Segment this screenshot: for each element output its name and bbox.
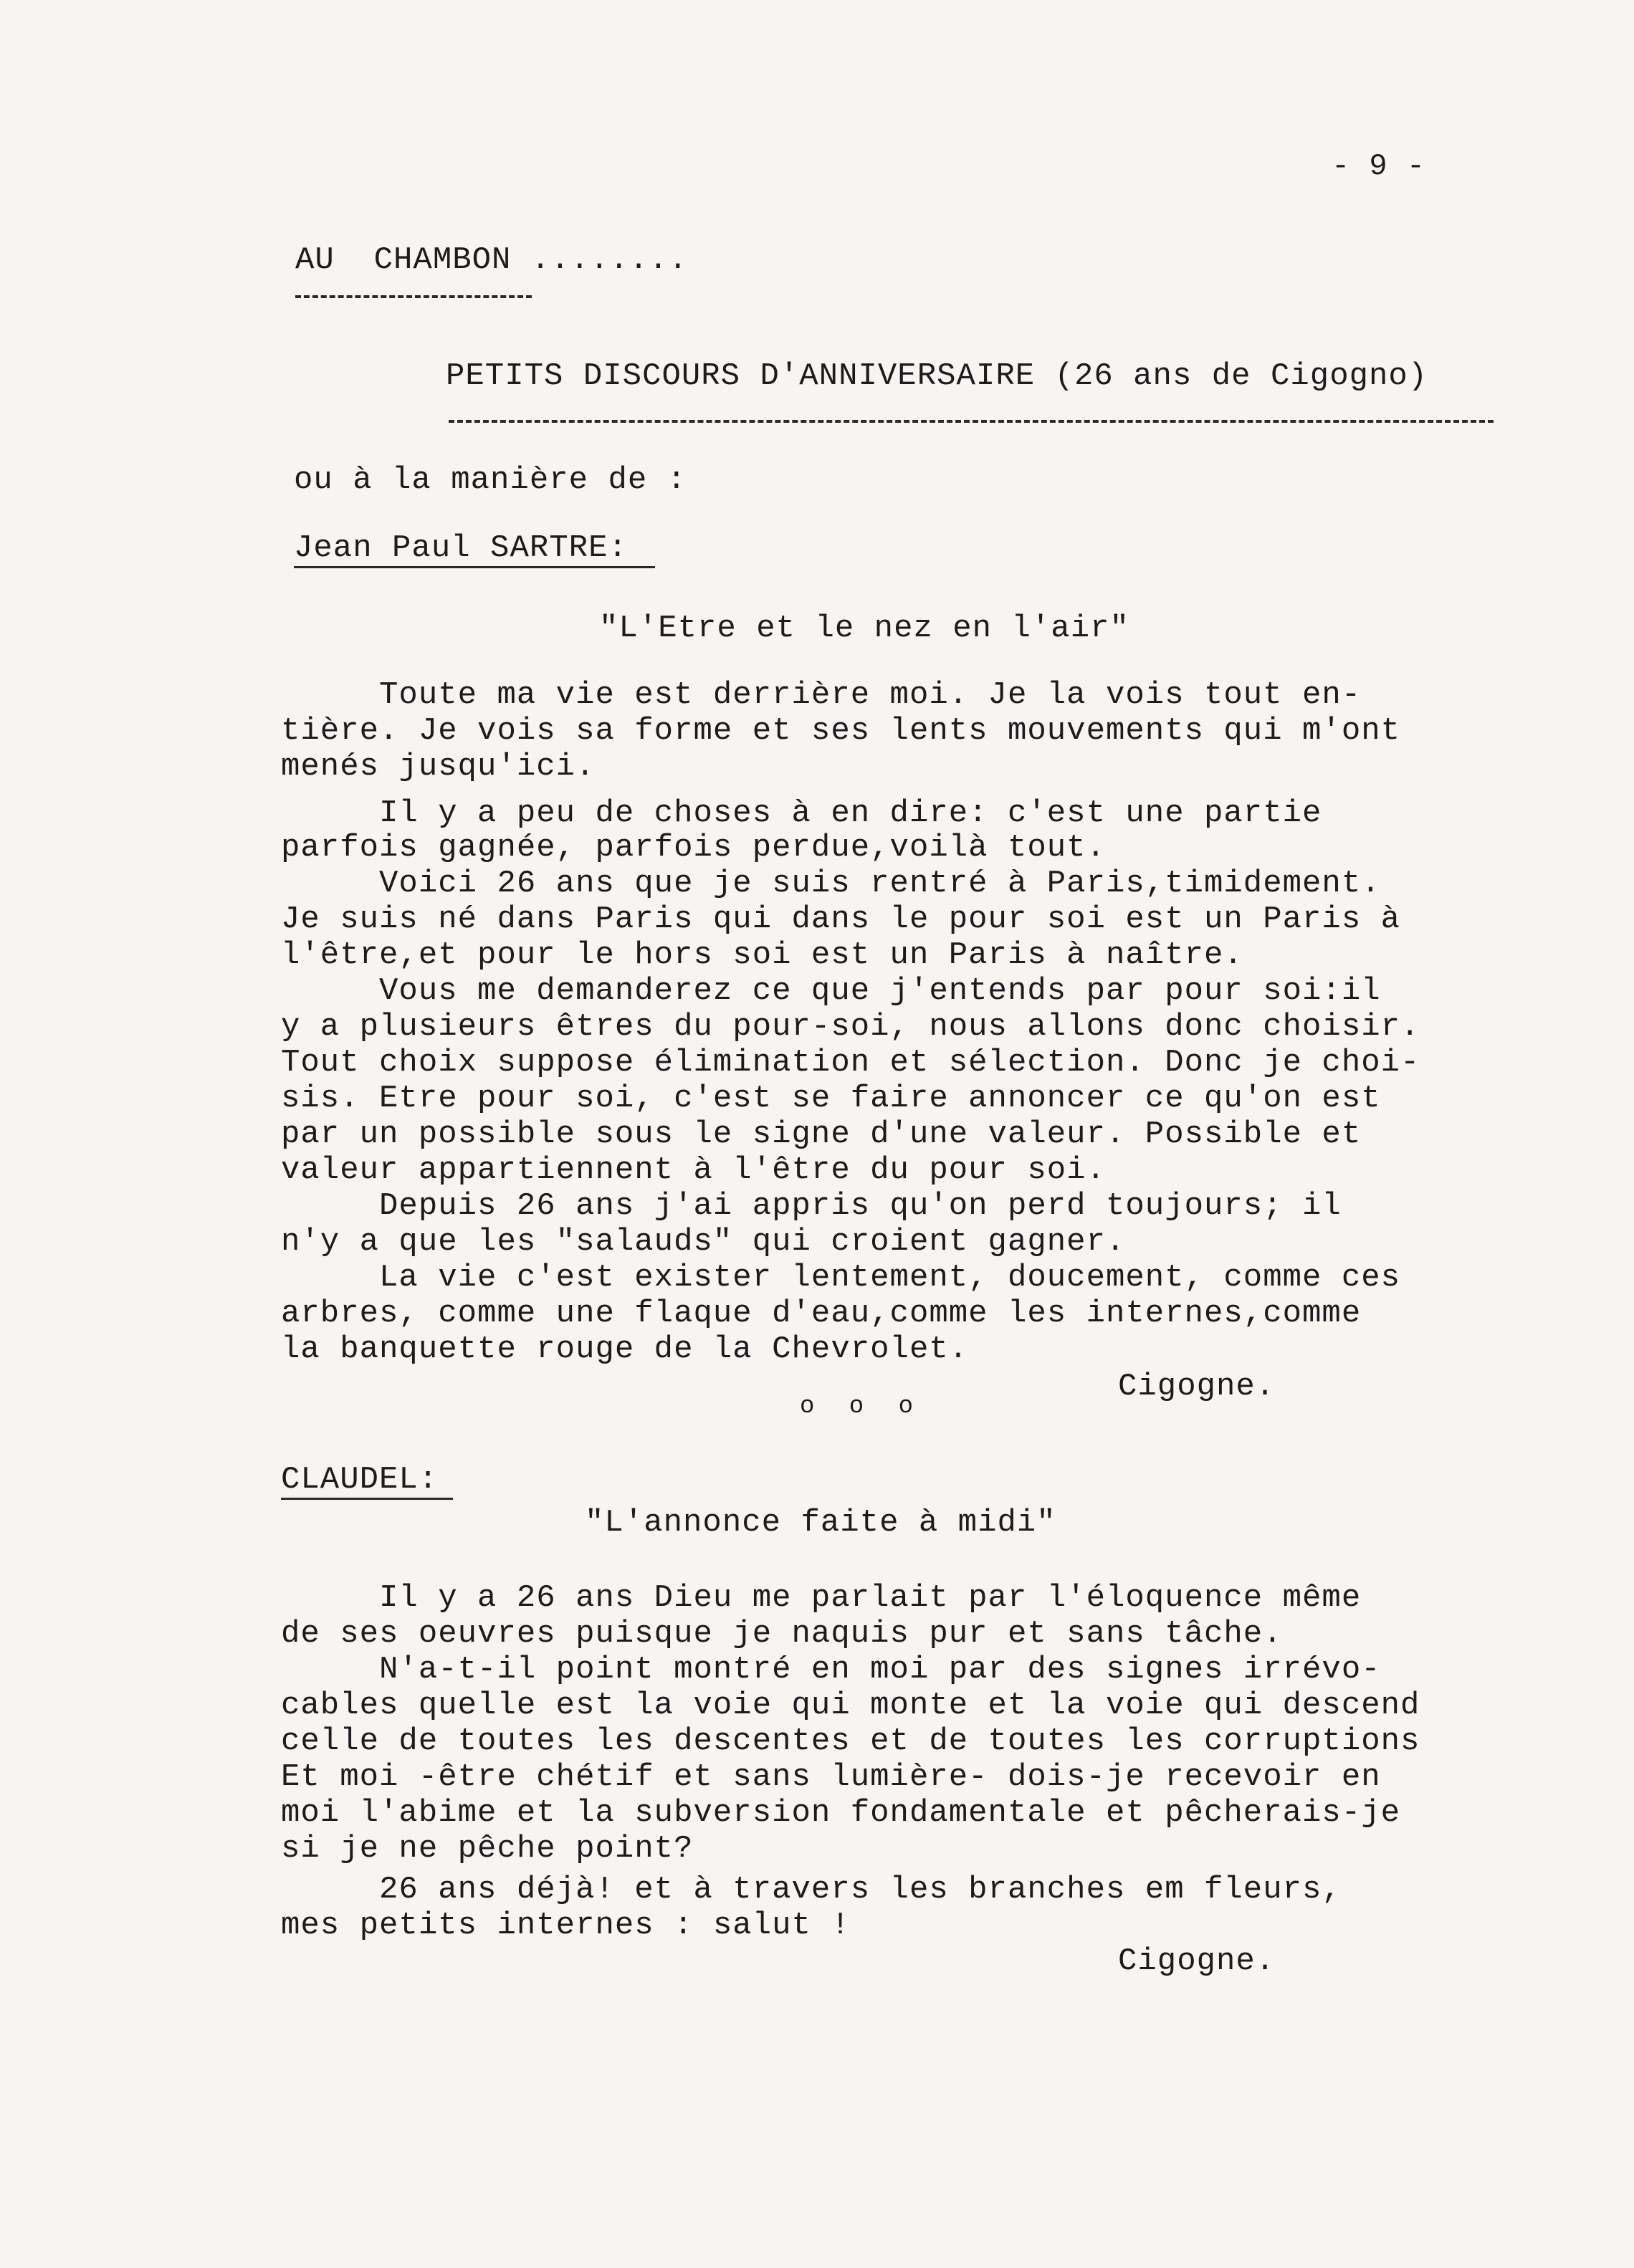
sartre-line: Tout choix suppose élimination et sélection. Donc je choi- (281, 1045, 1420, 1081)
work-title-claudel: "L'annonce faite à midi" (585, 1505, 1056, 1541)
signature-sartre: Cigogne. (1118, 1369, 1276, 1405)
sartre-line: Depuis 26 ans j'ai appris qu'on perd toujours; il (281, 1188, 1342, 1224)
claudel-line: Et moi -être chétif et sans lumière- dois-je recevoir en (281, 1759, 1381, 1795)
sartre-line: Toute ma vie est derrière moi. Je la vois tout en- (281, 677, 1362, 713)
sartre-line: parfois gagnée, parfois perdue,voilà tout. (281, 830, 1106, 866)
sartre-line: par un possible sous le signe d'une valeur. Possible et (281, 1116, 1362, 1152)
claudel-line: moi l'abime et la subversion fondamentale et pêcherais-je (281, 1795, 1401, 1831)
claudel-line: 26 ans déjà! et à travers les branches em fleurs, (281, 1872, 1342, 1908)
sartre-line: l'être,et pour le hors soi est un Paris à naître. (281, 937, 1243, 973)
sartre-line: valeur appartiennent à l'être du pour soi. (281, 1152, 1106, 1188)
sartre-line: Voici 26 ans que je suis rentré à Paris,timidement. (281, 866, 1381, 901)
sartre-line: n'y a que les "salauds" qui croient gagner. (281, 1224, 1126, 1260)
page-number: - 9 - (1332, 149, 1426, 183)
claudel-line: si je ne pêche point? (281, 1831, 694, 1867)
author-claudel: CLAUDEL: (281, 1462, 439, 1498)
section-heading-underline (295, 295, 532, 298)
sartre-line: sis. Etre pour soi, c'est se faire annoncer ce qu'on est (281, 1081, 1381, 1116)
section-heading: AU CHAMBON ........ (295, 242, 689, 278)
sartre-line: Il y a peu de choses à en dire: c'est une partie (281, 795, 1322, 831)
work-title-sartre: "L'Etre et le nez en l'air" (599, 611, 1129, 646)
sartre-line: La vie c'est exister lentement, doucement, comme ces (281, 1260, 1401, 1296)
sartre-line: menés jusqu'ici. (281, 749, 596, 785)
author-claudel-underline (281, 1498, 453, 1500)
claudel-line: mes petits internes : salut ! (281, 1908, 851, 1943)
claudel-line: de ses oeuvres puisque je naquis pur et sans tâche. (281, 1616, 1283, 1652)
author-sartre-underline (294, 566, 655, 568)
sartre-line: arbres, comme une flaque d'eau,comme les internes,comme (281, 1296, 1362, 1331)
title-underline (449, 420, 1494, 423)
sartre-line: Je suis né dans Paris qui dans le pour soi est un Paris à (281, 901, 1401, 937)
claudel-line: celle de toutes les descentes et de toutes les corruptions (281, 1723, 1420, 1759)
sartre-line: la banquette rouge de la Chevrolet. (281, 1331, 969, 1367)
sartre-line: tière. Je vois sa forme et ses lents mouvements qui m'ont (281, 713, 1401, 749)
claudel-line: cables quelle est la voie qui monte et la voie qui descend (281, 1688, 1420, 1723)
claudel-line: N'a-t-il point montré en moi par des signes irrévo- (281, 1652, 1381, 1688)
section-separator: o o o (800, 1393, 924, 1420)
sartre-line: y a plusieurs êtres du pour-soi, nous allons donc choisir. (281, 1009, 1420, 1045)
claudel-line: Il y a 26 ans Dieu me parlait par l'éloquence même (281, 1580, 1362, 1616)
author-sartre: Jean Paul SARTRE: (294, 530, 628, 566)
intro-line: ou à la manière de : (294, 462, 687, 498)
document-title: PETITS DISCOURS D'ANNIVERSAIRE (26 ans de Cigogno) (446, 358, 1428, 394)
signature-claudel: Cigogne. (1118, 1943, 1276, 1979)
sartre-line: Vous me demanderez ce que j'entends par pour soi:il (281, 973, 1381, 1009)
